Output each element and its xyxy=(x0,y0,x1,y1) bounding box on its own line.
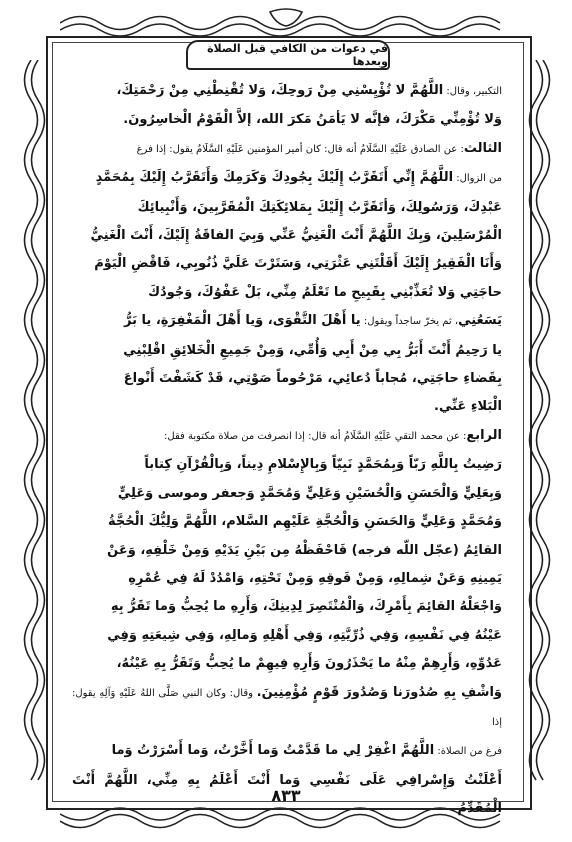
text-line xyxy=(72,105,502,133)
supplication-text: اللَّهُمَّ اغْفِرْ لِي ما قَدَّمْتُ وَما أَخَّرْتُ، وَما أَسْرَرْتُ وَما xyxy=(111,743,435,759)
supplication-text: أَعْلَنْتُ وَإِسْرافِي عَلَى نَفْسِي وَما أَنْتَ أَعْلَمُ بِهِ مِنِّي، اللَّهُمَّ أَنْتَ الْمُقَدِّمُ xyxy=(72,772,502,817)
supplication-text: القائِمُ (عجّل اللّه فرجه) فَاحْفَظْهُ مِن بَيْنِ يَدَيْهِ وَمِنْ خَلْفِهِ، وَعَنْ xyxy=(107,542,502,558)
supplication-text: بِقَضاءِ حاجَتِي، مُجاباً دُعائِي، مَرْحُوماً صَوْتِي، قَدْ كَشَفْتَ أَنْواعَ xyxy=(123,371,502,387)
supplication-text: رَضِيتُ بِاللَّهِ رَبّاً وَبِمُحَمَّدٍ نَبِيّاً وَبِالإِسْلامِ دِيناً، وَبِالْقُرْآنِ كِتاباً xyxy=(144,457,502,473)
text-line xyxy=(72,736,502,765)
narration-text: : عن محمد التقي عَلَيْهِ السَّلَامُ أنه قال: إذا انصرفت من صلاة مكتوبة فقل: xyxy=(164,430,467,442)
supplication-text: الْبَلاءِ عَنِّي. xyxy=(434,399,502,415)
supplication-text: وَمُحَمَّدٍ وَعَلِيٍّ وَالحَسَنِ وَالْحُجَّةِ عَلَيْهِم السَّلام، اللَّهُمَّ وَلِيُّكَ الْحُجَّةُ xyxy=(107,514,502,530)
supplication-text: يا رَحِيمُ أَنْتَ أَبَرُّ بِي مِنْ أَبِي وَأُمِّي، وَمِنْ جَمِيعِ الْخَلائِقِ اقْلِبْنِي xyxy=(123,342,502,358)
supplication-text: يَمِينِهِ وَعَنْ شِمالِهِ، وَمِنْ فَوقِهِ وَمِنْ تَحْتِهِ، وَامْدُدْ لَهُ فِي عُمْرِهِ xyxy=(128,570,502,586)
text-line xyxy=(72,479,502,507)
section-label: الثالث xyxy=(463,140,502,156)
narration-text: من الزوال: xyxy=(453,173,502,185)
supplication-text: عَدُوِّهِ، وَأَرِهِمْ مِنْهُ ما يَحْذَرُونَ وَأَرِهِ فِيهِمْ ما يُحِبُّ وَتَقَرُّ بِهِ عَيْنُهُ، xyxy=(116,656,502,672)
text-line xyxy=(72,450,502,478)
supplication-text: وَأَنَا الْفَقِيرُ إِلَيْكَ أَقَلْتَنِي عَثْرَتِي، وَسَتَرْتَ عَلَيَّ ذُنُوبِي، فَاقْضِ الْيَوْمَ xyxy=(94,256,502,272)
supplication-text: اللَّهُمَّ إِنِّي أَتَقَرَّبُ إِلَيْكَ بِجُودِكَ وَكَرَمِكَ وَأَتَقَرَّبُ إِلَيْكَ بِمُحَمَّدٍ xyxy=(95,170,454,186)
supplication-text: الْمُرْسَلِينَ، وَبِكَ اللَّهُمَّ أَنْتَ الْغَنِيُّ عَنِّي وَبِيَ الفاقَةُ إِلَيْكَ، أَنْتَ الْغَنِيُّ xyxy=(90,228,502,244)
narration-text: وقال: وكان النبي صَلَّى اللهُ عَلَيْهِ وَآلِهِ يقول: إذا xyxy=(72,687,502,728)
left-ornament xyxy=(16,60,46,782)
text-line xyxy=(72,507,502,535)
text-line xyxy=(72,193,502,221)
narration-text: : عن الصادق عَلَيْهِ السَّلَامُ أنه قال: كان أمير المؤمنين عَلَيْهِ السَّلَامُ يقول: إذا فرغ xyxy=(136,143,464,155)
page-header-title: في دعوات من الكافي قبل الصلاة وبعدها xyxy=(207,42,388,68)
text-line xyxy=(72,564,502,592)
supplication-text: وَبِعَلِيٍّ وَالْحَسَنِ وَالْحُسَيْنِ وَعَلِيٍّ وَمُحَمَّدٍ وَجعفر وموسى وَعَلِيٍّ xyxy=(117,485,502,501)
text-line xyxy=(72,621,502,649)
right-ornament xyxy=(528,60,558,782)
supplication-text: وَلا تُؤْمِنِّي مَكْرَكَ، فإنَّه لا يَأمَنُ مَكرَ الله، إلاَّ الْقَوْمُ الْخاسِرُونَ. xyxy=(123,112,502,128)
text-line xyxy=(72,536,502,564)
prayer-text-body xyxy=(72,76,502,823)
supplication-text: وَاجْعَلْهُ القائِمَ بِأَمْرِكَ، وَالْمُنْتَصِرَ لِدِينِكَ، وَأَرِهِ ما يُحِبُّ وَما تَقَرُّ بِهِ xyxy=(110,599,502,615)
text-line xyxy=(72,392,502,420)
supplication-text: اللَّهُمَّ لا تُؤْيِسْنِي مِنْ رَوحِكَ، وَلا تُقْنِطْنِي مِنْ رَحْمَتِكَ، xyxy=(116,83,444,98)
text-line xyxy=(72,592,502,620)
text-line xyxy=(72,134,502,163)
text-line xyxy=(72,306,502,335)
text-line xyxy=(72,649,502,677)
supplication-text: يا أَهْلَ التَّقْوَى، وَيا أَهْلَ الْمَغْفِرَةِ، يا بَرُّ xyxy=(124,313,361,329)
section-label: الرابع xyxy=(466,427,502,443)
text-line xyxy=(72,336,502,364)
narration-text: ، ثم يخرّ ساجداً ويقول: xyxy=(360,316,459,328)
text-line xyxy=(72,163,502,192)
top-ornament xyxy=(60,8,512,38)
supplication-text: وَاشْفِ بِهِ صُدُورَنا وَصُدُورَ قَوْمٍ مُؤْمِنِينَ. xyxy=(256,684,502,700)
narration-text: التكبير، وقال: xyxy=(443,86,502,97)
text-line xyxy=(72,221,502,249)
supplication-text: عَيْنُهُ فِي نَفْسِهِ، وَفِي ذُرِّيَّتِهِ، وَفِي أَهْلِهِ وَمالِهِ، وَفِي شِيعَتِهِ وَفِي xyxy=(107,627,502,643)
supplication-text: عَبْدِكَ، وَرَسُولِكَ، وَأتَقَرَّبُ إِلَيْكَ بِمَلائِكَتِكَ الْمُقَرَّبِينَ، وَأَنْبِيائِكَ xyxy=(137,199,502,215)
supplication-text: حاجَتِي وَلا تُعَذِّبْنِي بِقَبِيحِ ما تَعْلَمُ مِنِّي، بَلْ عَفْوُكَ، وَجُودُكَ xyxy=(148,284,502,300)
page-number: ٨٣٣ xyxy=(271,786,301,805)
supplication-text: يَسَعُنِي xyxy=(458,313,502,329)
header-box xyxy=(186,40,390,70)
narration-text: فرغ من الصلاة: xyxy=(434,746,502,758)
text-line xyxy=(72,278,502,306)
text-line xyxy=(72,76,502,105)
text-line xyxy=(72,249,502,277)
text-line xyxy=(72,678,502,737)
text-line xyxy=(72,364,502,392)
text-line xyxy=(72,421,502,450)
